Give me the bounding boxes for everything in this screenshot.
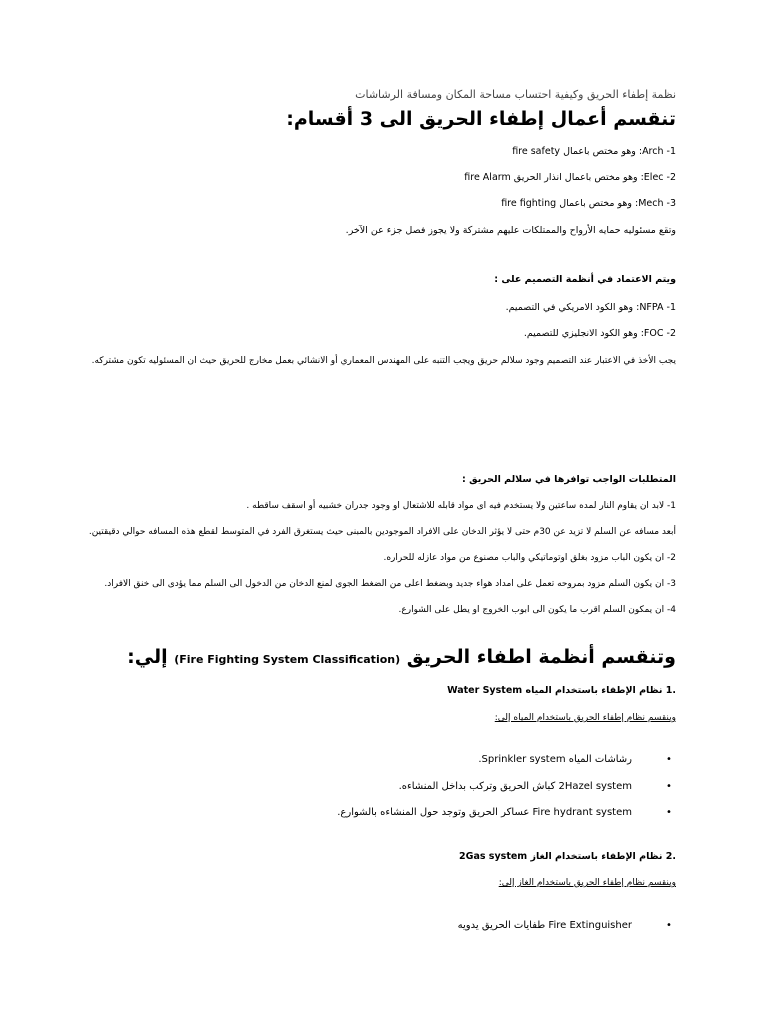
bullet-icon: • — [666, 920, 672, 931]
bullet-icon: • — [666, 754, 672, 765]
classification-title-en: (Fire Fighting System Classification) — [174, 653, 401, 666]
responsibility-text: وتقع مسئوليه حمايه الأرواح والممتلكات عليهم مشتركة ولا يجوز فصل جزء عن الآخر. — [345, 225, 676, 236]
division-item: Elec -2: وهو مختص باعمال انذار الحريق fire Alarm — [464, 172, 676, 183]
list-item-text: Fire Extinguisher طفايات الحريق يدويه — [457, 920, 632, 931]
requirement-item: 1- لابد ان يقاوم النار لمده ساعتين ولا يستخدم فيه اى مواد قابله للاشتعال او وجود جدران خشبيه أو اسقف ساقطه . — [246, 501, 676, 511]
gas-system-subheading: وينقسم نظام إطفاء الحريق باستخدام الغاز إلى: — [498, 878, 676, 888]
bullet-icon: • — [666, 781, 672, 792]
requirement-item: 3- ان يكون السلم مزود بمروحه تعمل على امداد هواء جديد وبضغط اعلى من الضغط الجوى لمنع الدخان من الدخول الى السلم مما يؤدى الى خنق الافراد. — [104, 579, 676, 589]
gas-system-heading: .2 نظام الإطفاء باستخدام الغاز 2Gas system — [459, 851, 676, 862]
bullet-icon: • — [666, 807, 672, 818]
requirement-item: أبعد مسافه عن السلم لا تزيد عن 30م حتى لا يؤثر الدخان على الافراد الموجودين بالمبنى حيث يستغرق الفرد في المتوسط لقطع هذه المسافه حوالي دقيقتين. — [88, 527, 676, 537]
page-title: تنقسم أعمال إطفاء الحريق الى 3 أقسام: — [286, 108, 676, 130]
list-item-text: Fire hydrant system عساكر الحريق وتوجد حول المنشاءه بالشوارع. — [337, 807, 632, 818]
codes-heading: ويتم الاعتماد في أنظمة التصميم على : — [494, 274, 676, 285]
division-item: Arch -1: وهو مختص باعمال fire safety — [512, 146, 676, 157]
requirements-heading: المتطلبات الواجب توافرها في سلالم الحريق : — [462, 474, 676, 485]
classification-title-suffix: إلي: — [127, 646, 168, 668]
classification-title-ar: وتنقسم أنظمة اطفاء الحريق — [406, 646, 676, 668]
list-item — [40, 781, 676, 792]
water-system-heading: .1 نظام الإطفاء باستخدام المياه Water System — [447, 685, 676, 696]
classification-title — [40, 646, 676, 668]
list-item — [40, 920, 676, 931]
code-item: NFPA -1: وهو الكود الامريكي في التصميم. — [505, 302, 676, 313]
design-note: يجب الأخذ في الاعتبار عند التصميم وجود سلالم حريق ويجب التنبه على المهندس المعماري أو الانشائي بعمل مخارج للحريق حيث ان المسئوليه تكون مشتركه. — [91, 356, 676, 366]
list-item — [40, 754, 676, 765]
division-item: Mech -3: وهو مختص باعمال fire fighting — [501, 198, 676, 209]
requirement-item: 2- ان يكون الباب مزود بغلق اوتوماتيكي والباب مصنوع من مواد عازله للحراره. — [383, 553, 676, 563]
document-header: نظمة إطفاء الحريق وكيفية احتساب مساحة المكان ومسافة الرشاشات — [355, 88, 676, 101]
list-item-text: 2Hazel system كباش الحريق وتركب بداخل المنشاءه. — [398, 781, 632, 792]
list-item — [40, 807, 676, 818]
code-item: FOC -2: وهو الكود الانجليزي للتصميم. — [523, 328, 676, 339]
list-item-text: رشاشات المياه Sprinkler system. — [478, 754, 632, 765]
requirement-item: 4- ان يمكون السلم اقرب ما يكون الى ابوب الخروج او يطل على الشوارع. — [398, 605, 676, 615]
water-system-subheading: وينقسم نظام إطفاء الحريق باستخدام المياه إلى: — [494, 713, 676, 723]
